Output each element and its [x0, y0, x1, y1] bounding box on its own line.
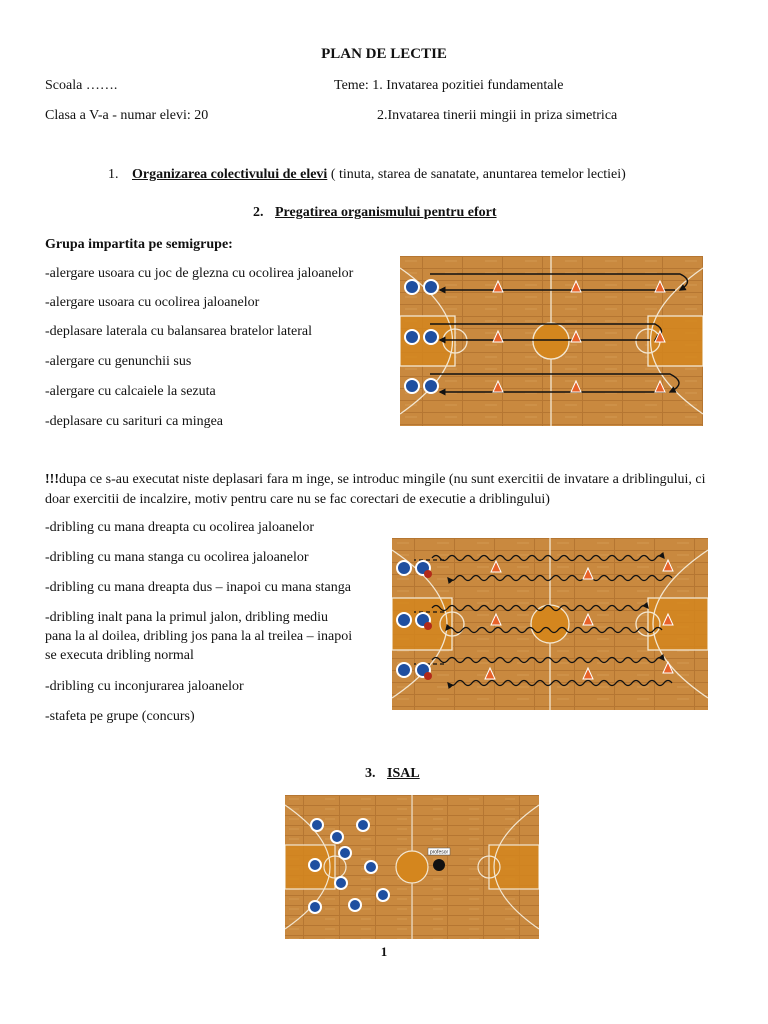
section-2-title — [253, 205, 497, 221]
court-diagram-dribbling — [392, 538, 708, 710]
school-label: Scoala ……. — [45, 78, 118, 93]
court-diagram-warmup — [400, 256, 703, 426]
section-1-heading: Organizarea colectivului de elevi — [132, 167, 328, 182]
exercise-item: -deplasare cu sarituri ca mingea — [45, 414, 224, 429]
theme-1: Teme: 1. Invatarea pozitiei fundamentale — [334, 78, 564, 93]
section-1-number: 1. — [108, 167, 119, 182]
professor-marker — [433, 859, 445, 871]
exercise-item: -alergare cu genunchii sus — [45, 354, 192, 369]
dribbling-item: -dribling cu mana dreapta dus – inapoi cu mana stanga — [45, 580, 351, 595]
exercise-item: -alergare usoara cu ocolirea jaloanelor — [45, 295, 260, 310]
exercise-item: -alergare cu calcaiele la sezuta — [45, 384, 216, 399]
exercise-item: -deplasare laterala cu balansarea bratelor lateral — [45, 324, 312, 339]
section-3-title — [365, 766, 420, 782]
section-2-heading: Pregatirea organismului pentru efort — [275, 205, 497, 220]
dribbling-item: -dribling cu mana stanga cu ocolirea jaloanelor — [45, 550, 309, 565]
group-label: Grupa impartita pe semigrupe: — [45, 237, 233, 252]
dribbling-item: -dribling cu mana dreapta cu ocolirea jaloanelor — [45, 520, 314, 535]
section-3-number: 3. — [365, 766, 376, 781]
section-1-detail: ( tinuta, starea de sanatate, anuntarea temelor lectiei) — [327, 167, 626, 182]
section-2-number: 2. — [253, 205, 264, 220]
note-text: dupa ce s-au executat niste deplasari fara m inge, se introduc mingile (nu sunt exercitii de invatare a driblingului, ci doar exercitii de incalzire, motiv pentru care nu se fac corectari de executie a driblingului) — [45, 472, 706, 507]
professor-label: profesor — [429, 849, 449, 856]
note-paragraph — [45, 470, 725, 510]
dribbling-item: pana la al doilea, dribling jos pana la al treilea – inapoi — [45, 629, 353, 644]
section-1 — [108, 167, 626, 183]
dribbling-item: -dribling cu inconjurarea jaloanelor — [45, 679, 244, 694]
dribbling-item: -dribling inalt pana la primul jalon, dribling mediu — [45, 610, 329, 625]
theme-2: 2.Invatarea tinerii mingii in priza simetrica — [377, 108, 618, 123]
page-title: PLAN DE LECTIE — [321, 46, 447, 62]
dribbling-item: -stafeta pe grupe (concurs) — [45, 709, 195, 724]
section-3-heading: ISAL — [387, 766, 420, 781]
dribbling-item: se executa dribling normal — [45, 648, 194, 663]
court-diagram-isal — [285, 795, 539, 939]
note-prefix: !!! — [45, 472, 59, 487]
page-number: 1 — [380, 944, 388, 959]
class-label: Clasa a V-a - numar elevi: 20 — [45, 108, 209, 123]
exercise-item: -alergare usoara cu joc de glezna cu ocolirea jaloanelor — [45, 266, 354, 281]
